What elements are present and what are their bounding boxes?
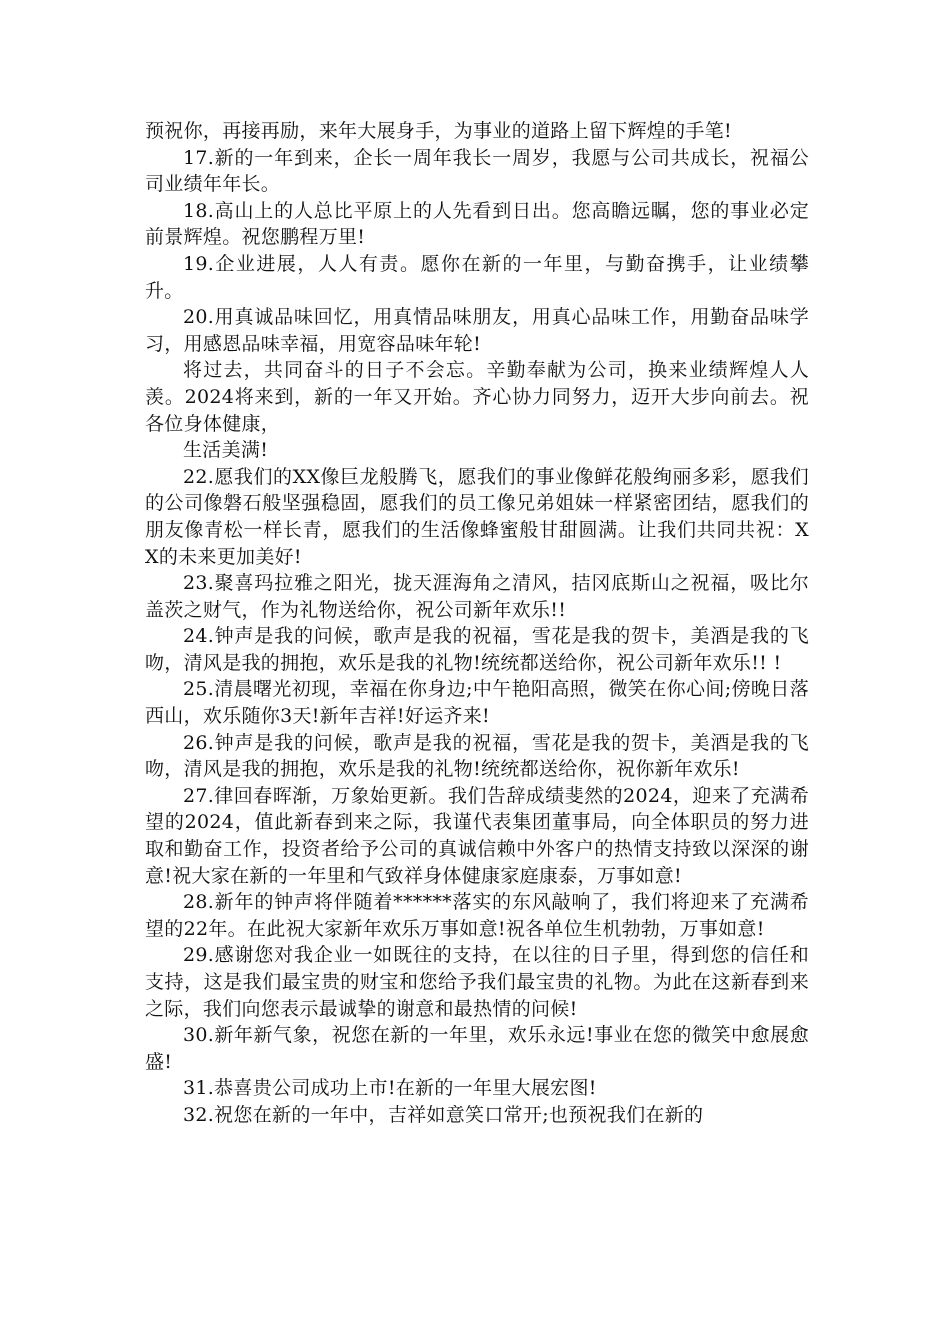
paragraph-0: 预祝你，再接再励，来年大展身手，为事业的道路上留下辉煌的手笔!: [145, 120, 732, 142]
paragraph-21: 将过去，共同奋斗的日子不会忘。辛勤奉献为公司，换来业绩辉煌人人羡。2024将来到，新的一年又开始。齐心协力同努力，迈开大步向前去。祝各位身体健康，: [145, 359, 809, 435]
paragraph-26: 26.钟声是我的问候，歌声是我的祝福，雪花是我的贺卡，美酒是我的飞吻，清风是我的拥抱，欢乐是我的礼物!统统都送给你，祝你新年欢乐!: [145, 731, 809, 781]
paragraph-17: 17.新的一年到来，企长一周年我长一周岁，我愿与公司共成长，祝福公司业绩年年长。: [145, 146, 809, 196]
paragraph-23: 23.聚喜玛拉雅之阳光，拢天涯海角之清风，拮冈底斯山之祝福，吸比尔盖茨之财气，作为礼物送给你，祝公司新年欢乐!!: [145, 572, 809, 621]
paragraph-28: 28.新年的钟声将伴随着******落实的东风敲响了，我们将迎来了充满希望的22年。在此祝大家新年欢乐万事如意!祝各单位生机勃勃，万事如意!: [145, 891, 809, 940]
paragraph-24: 24.钟声是我的问候，歌声是我的祝福，雪花是我的贺卡，美酒是我的飞吻，清风是我的拥抱，欢乐是我的礼物!统统都送给你，祝公司新年欢乐!! !: [145, 625, 809, 674]
paragraph-32: 32.祝您在新的一年中，吉祥如意笑口常开;也预祝我们在新的: [183, 1103, 704, 1126]
paragraph-22: 22.愿我们的XX像巨龙般腾飞，愿我们的事业像鲜花般绚丽多彩，愿我们的公司像磐石般坚强稳固，愿我们的员工像兄弟姐妹一样紧密团结，愿我们的朋友像青松一样长青，愿我们的生活像蜂蜜般甘甜圆满。让我们共同共祝：XX的未来更加美好!: [145, 465, 809, 568]
paragraph-30: 30.新年新气象，祝您在新的一年里，欢乐永远!事业在您的微笑中愈展愈盛!: [145, 1024, 809, 1073]
paragraph-19: 19.企业进展，人人有责。愿你在新的一年里，与勤奋携手，让业绩攀升。: [145, 252, 809, 302]
paragraph-20: 20.用真诚品味回忆，用真情品味朋友，用真心品味工作，用勤奋品味学习，用感恩品味幸福，用宽容品味年轮!: [145, 306, 809, 355]
paragraph-18: 18.高山上的人总比平原上的人先看到日出。您高瞻远瞩，您的事业必定前景辉煌。祝您鹏程万里!: [145, 199, 809, 249]
paragraph-21-cont: 生活美满!: [183, 439, 269, 462]
paragraph-25: 25.清晨曙光初现，幸福在你身边;中午艳阳高照，微笑在你心间;傍晚日落西山，欢乐随你3天!新年吉祥!好运齐来!: [145, 678, 809, 728]
paragraph-31: 31.恭喜贵公司成功上市!在新的一年里大展宏图!: [183, 1077, 597, 1100]
document-page: [145, 118, 809, 1129]
paragraph-29: 29.感谢您对我企业一如既往的支持，在以往的日子里，得到您的信任和支持，这是我们最宝贵的财宝和您给予我们最宝贵的礼物。为此在这新春到来之际，我们向您表示最诚挚的谢意和最热情的问候!: [145, 944, 809, 1020]
paragraph-27: 27.律回春晖渐，万象始更新。我们告辞成绩斐然的2024，迎来了充满希望的2024，值此新春到来之际，我谨代表集团董事局，向全体职员的努力进取和勤奋工作，投资者给予公司的真诚信赖中外客户的热情支持致以深深的谢意!祝大家在新的一年里和气致祥身体健康家庭康泰，万事如意!: [145, 784, 809, 887]
